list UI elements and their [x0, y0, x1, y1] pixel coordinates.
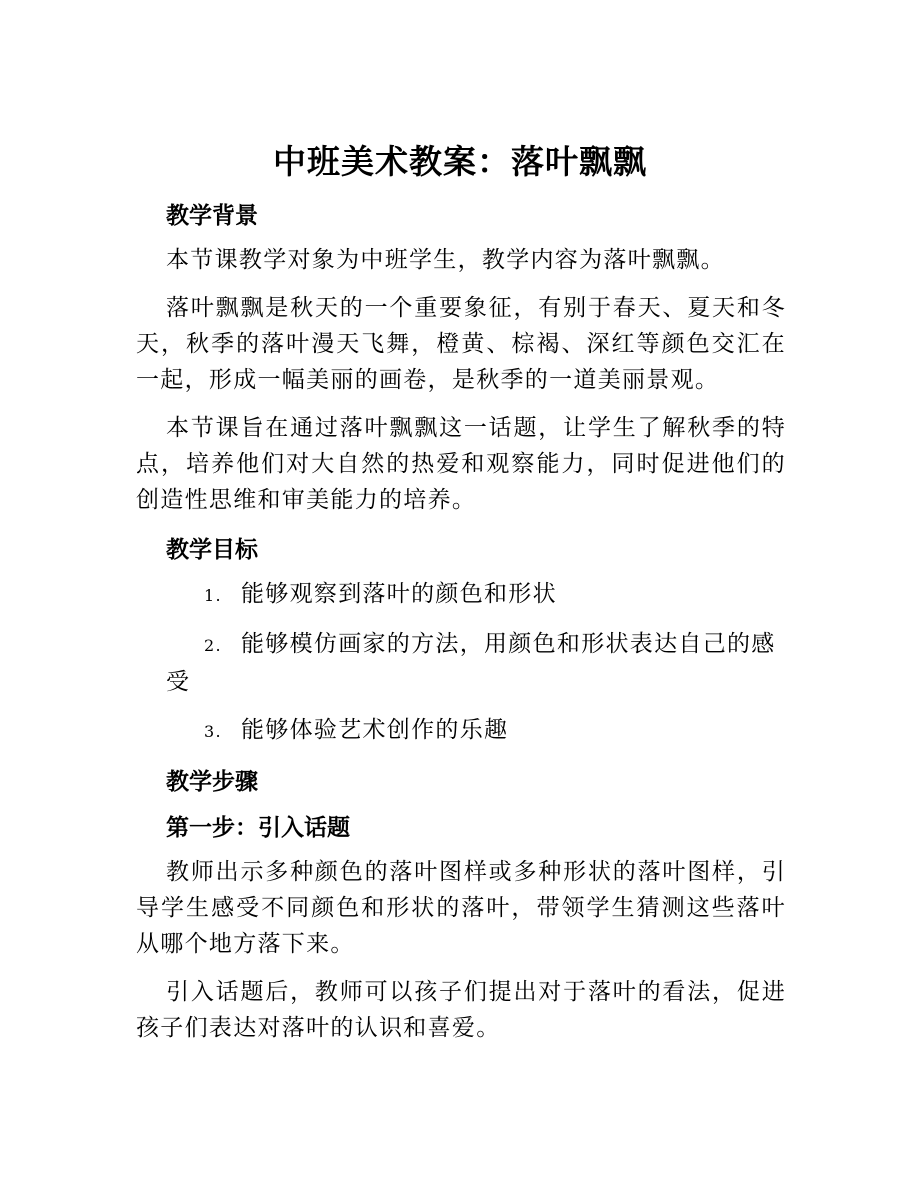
section-heading-steps: 教学步骤 [166, 768, 258, 795]
section-heading-goals: 教学目标 [166, 536, 258, 563]
list-item-text: 能够体验艺术创作的乐趣 [241, 717, 509, 743]
list-item-text: 能够观察到落叶的颜色和形状 [241, 581, 557, 607]
section-heading-background: 教学背景 [166, 202, 258, 229]
step1-paragraph-2: 引入话题后，教师可以孩子们提出对于落叶的看法，促进孩子们表达对落叶的认识和喜爱。 [136, 979, 786, 1041]
list-item [136, 576, 786, 614]
goals-list [136, 576, 786, 750]
list-item-text: 能够模仿画家的方法，用颜色和形状表达自己的感 [241, 631, 776, 657]
page-title: 中班美术教案：落叶飘飘 [273, 142, 647, 181]
list-item [136, 626, 786, 700]
list-item [136, 712, 786, 750]
background-paragraph-2: 落叶飘飘是秋天的一个重要象征，有别于春天、夏天和冬天，秋季的落叶漫天飞舞，橙黄、棕褐、深红等颜色交汇在一起，形成一幅美丽的画卷，是秋季的一道美丽景观。 [136, 295, 786, 393]
list-item-text-continued: 受 [166, 669, 191, 695]
list-item-number: 2. [204, 636, 222, 655]
document-body [136, 196, 786, 1058]
list-item-number: 3. [204, 722, 222, 741]
step1-paragraph-1: 教师出示多种颜色的落叶图样或多种形状的落叶图样，引导学生感受不同颜色和形状的落叶，带领学生猜测这些落叶从哪个地方落下来。 [136, 859, 786, 957]
background-paragraph-3: 本节课旨在通过落叶飘飘这一话题，让学生了解秋季的特点，培养他们对大自然的热爱和观察能力，同时促进他们的创造性思维和审美能力的培养。 [136, 415, 786, 513]
subsection-heading-step1: 第一步：引入话题 [166, 814, 350, 841]
list-item-number: 1. [204, 586, 222, 605]
background-paragraph-1: 本节课教学对象为中班学生，教学内容为落叶飘飘。 [166, 247, 725, 273]
